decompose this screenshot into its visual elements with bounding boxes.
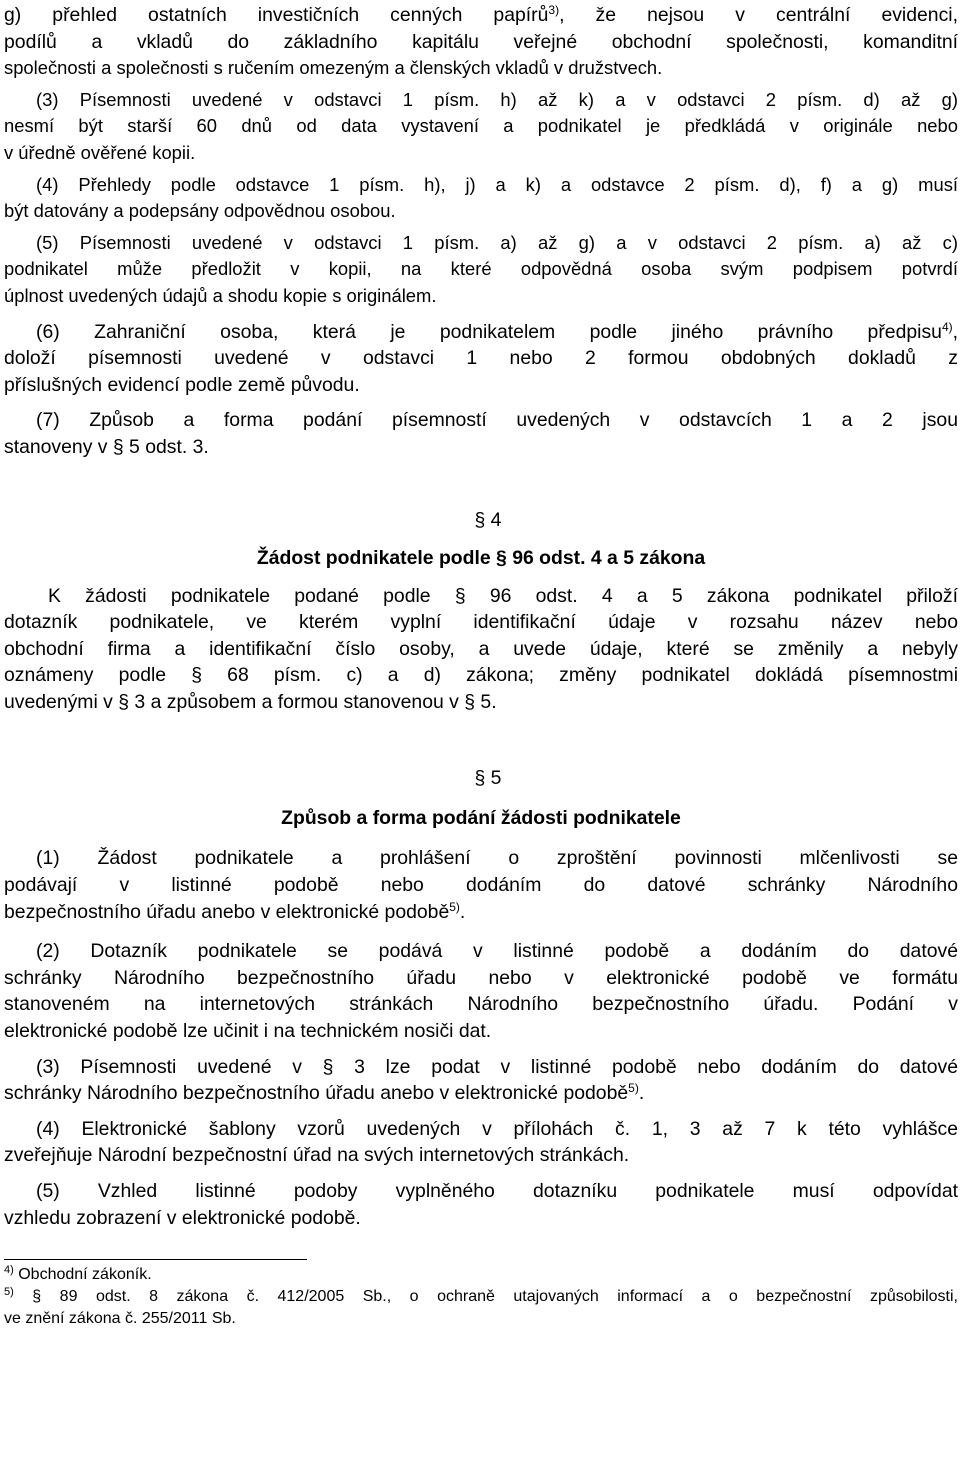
- footnote-text: § 89 odst. 8 zákona č. 412/2005 Sb., o ochraně utajovaných informací a o bezpečnostní způsobilosti,: [32, 1288, 959, 1306]
- section-5-sub-5: [4, 1178, 958, 1231]
- text-span: , že nejsou v centrální evidenci,: [559, 4, 958, 26]
- paragraph-line: obchodní firma a identifikační číslo osoby, a uvede údaje, které se změnily a nebyly: [4, 637, 958, 660]
- section-5-sub-2: [4, 938, 958, 1044]
- paragraph-line: být datovány a podepsány odpovědnou osobou.: [4, 200, 396, 222]
- paragraph-line: (3) Písemnosti uvedené v § 3 lze podat v listinné podobě nebo dodáním do datové: [36, 1055, 958, 1078]
- paragraph-line: úplnost uvedených údajů a shodu kopie s originálem.: [4, 284, 437, 306]
- document-page: [4, 2, 958, 1330]
- paragraph-line: doloží písemnosti uvedené v odstavci 1 nebo 2 formou obdobných dokladů z: [4, 347, 958, 370]
- paragraph-line: (3) Písemnosti uvedené v odstavci 1 písm. h) až k) a v odstavci 2 písm. d) až g): [36, 88, 958, 110]
- paragraph-5: [4, 230, 958, 310]
- paragraph-line: K žádosti podnikatele podané podle § 96 odst. 4 a 5 zákona podnikatel přiloží: [48, 584, 958, 607]
- footnote-mark: 5): [4, 1286, 14, 1299]
- paragraph-line: v úředně ověřené kopii.: [4, 141, 196, 163]
- footnote-5: [4, 1286, 958, 1308]
- text-span: schránky Národního bezpečnostního úřadu anebo v elektronické podobě: [4, 1082, 629, 1105]
- paragraph-line: [4, 2, 958, 29]
- paragraph-g: [4, 2, 958, 82]
- text-span: ,: [952, 320, 958, 343]
- footnote-text: Obchodní zákoník.: [13, 1266, 152, 1284]
- section-number: § 5: [474, 767, 502, 790]
- paragraph-line: (5) Vzhled listinné podoby vyplněného dotazníku podnikatele musí odpovídat: [36, 1180, 958, 1202]
- footnote-ref[interactable]: 5): [628, 1081, 639, 1096]
- paragraph-line: (4) Elektronické šablony vzorů uvedených v přílohách č. 1, 3 až 7 k této vyhlášce: [36, 1117, 958, 1140]
- footnotes: [4, 1264, 958, 1330]
- paragraph-line: nesmí být starší 60 dnů od data vystavení a podnikatel je předkládá v originále nebo: [4, 115, 958, 137]
- paragraph-line: vzhledu zobrazení v elektronické podobě.: [4, 1206, 361, 1229]
- section-5: [4, 765, 958, 1231]
- section-4-body: [4, 583, 958, 716]
- paragraph-line: [4, 319, 958, 346]
- section-5-sub-1: [4, 845, 958, 925]
- paragraph-line: zveřejňuje Národní bezpečnostní úřad na svých internetových stránkách.: [4, 1144, 630, 1167]
- paragraph-line: (1) Žádost podnikatele a prohlášení o zproštění povinnosti mlčenlivosti se: [36, 847, 958, 870]
- section-title: Žádost podnikatele podle § 96 odst. 4 a 5 zákona: [256, 546, 706, 569]
- text-span: bezpečnostního úřadu anebo v elektronické podobě: [4, 900, 450, 923]
- paragraph-line: podílů a vkladů do základního kapitálu veřejné obchodní společnosti, komanditní: [4, 30, 958, 53]
- text-span: g) přehled ostatních investičních cenných papírů: [4, 4, 549, 26]
- section-title: Způsob a forma podání žádosti podnikatele: [281, 807, 681, 830]
- paragraph-line: [4, 1080, 958, 1107]
- paragraph-line: stanoveny v § 5 odst. 3.: [4, 435, 209, 458]
- section-number: § 4: [474, 508, 502, 531]
- paragraph-7: [4, 407, 958, 460]
- paragraph-3: [4, 87, 958, 167]
- paragraph-line: [4, 899, 958, 926]
- paragraph-4: [4, 172, 958, 225]
- footnote-ref[interactable]: 4): [941, 319, 953, 334]
- footnote-ref[interactable]: 5): [449, 899, 460, 914]
- footnote-5-line-2: ve znění zákona č. 255/2011 Sb.: [4, 1310, 236, 1328]
- text-span: .: [638, 1082, 645, 1105]
- footnote-mark: 4): [4, 1264, 14, 1277]
- footnote-4: [4, 1264, 958, 1286]
- paragraph-line: (7) Způsob a forma podání písemností uvedených v odstavcích 1 a 2 jsou: [36, 409, 958, 432]
- paragraph-line: (4) Přehledy podle odstavce 1 písm. h), j) a k) a odstavce 2 písm. d), f) a g) musí: [36, 173, 958, 195]
- paragraph-line: (2) Dotazník podnikatele se podává v listinné podobě a dodáním do datové: [36, 940, 958, 963]
- paragraph-line: dotazník podnikatele, ve kterém vyplní identifikační údaje v rozsahu název nebo: [4, 611, 958, 634]
- paragraph-line: stanoveném na internetových stránkách Národního bezpečnostního úřadu. Podání v: [4, 993, 958, 1016]
- text-span: .: [459, 900, 466, 923]
- footnote-ref[interactable]: 3): [548, 3, 560, 17]
- paragraph-line: oznámeny podle § 68 písm. c) a d) zákona; změny podnikatel dokládá písemnostmi: [4, 664, 958, 687]
- text-span: (6) Zahraniční osoba, která je podnikatelem podle jiného právního předpisu: [36, 320, 942, 343]
- paragraph-line: (5) Písemnosti uvedené v odstavci 1 písm. a) až g) a v odstavci 2 písm. a) až c): [36, 231, 958, 253]
- paragraph-line: uvedenými v § 3 a způsobem a formou stanovenou v § 5.: [4, 690, 497, 713]
- section-4: [4, 507, 958, 716]
- paragraph-line: podnikatel může předložit v kopii, na které odpovědná osoba svým podpisem potvrdí: [4, 258, 958, 280]
- paragraph-line: příslušných evidencí podle země původu.: [4, 373, 360, 396]
- paragraph-line: podávají v listinné podobě nebo dodáním do datové schránky Národního: [4, 874, 958, 897]
- footnote-divider: [4, 1259, 307, 1260]
- section-5-sub-3: [4, 1054, 958, 1107]
- paragraph-6: [4, 319, 958, 399]
- section-5-sub-4: [4, 1116, 958, 1169]
- paragraph-line: schránky Národního bezpečnostního úřadu nebo v elektronické podobě ve formátu: [4, 966, 958, 989]
- paragraph-line: společnosti a společnosti s ručením omezeným a členských vkladů v družstvech.: [4, 57, 663, 79]
- paragraph-line: elektronické podobě lze učinit i na technickém nosiči dat.: [4, 1020, 492, 1043]
